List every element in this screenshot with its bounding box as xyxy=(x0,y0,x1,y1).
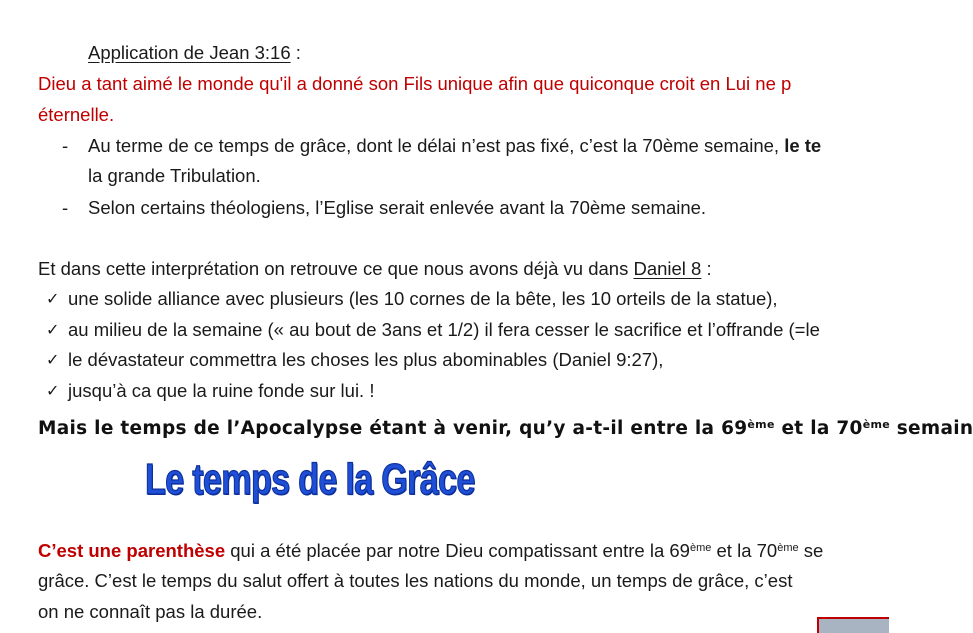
bullet-2-line-1: Selon certains théologiens, l’Eglise serait enlevée avant la 70ème semaine. xyxy=(88,197,707,218)
paragraph-text-3: se xyxy=(798,540,824,561)
application-suffix: : xyxy=(290,42,301,63)
verse-line-1: Dieu a tant aimé le monde qu'il a donné son Fils unique afin que quiconque croit en Lui ne p xyxy=(38,73,792,94)
paragraph-line-2: grâce. C’est le temps du salut offert à toutes les nations du monde, un temps de grâce, c’est xyxy=(38,570,793,591)
bullet-1-bold-text: le te xyxy=(784,135,822,156)
embedded-image-box xyxy=(817,617,889,633)
dash-bullet-icon: - xyxy=(62,197,69,218)
question-text-2: et la 70 xyxy=(774,418,863,439)
paragraph-text-2: et la 70 xyxy=(711,540,778,561)
checkmark-icon: ✓ xyxy=(46,350,60,369)
question-text-1: Mais le temps de l’Apocalypse étant à venir, qu’y a-t-il entre la 69 xyxy=(38,418,748,439)
bullet-1-line-1 xyxy=(88,134,821,158)
application-link[interactable]: Application de Jean 3:16 xyxy=(88,42,291,63)
checkmark-icon: ✓ xyxy=(46,320,60,339)
interpretation-prefix: Et dans cette interprétation on retrouve ce que nous avons déjà vu dans xyxy=(38,258,634,279)
paragraph-text-1: qui a été placée par notre Dieu compatissant entre la 69 xyxy=(225,540,690,561)
checklist-item: une solide alliance avec plusieurs (les 10 cornes de la bête, les 10 orteils de la statue), xyxy=(68,288,778,309)
verse-line-2: éternelle. xyxy=(38,104,115,125)
paragraph-sup-2: ème xyxy=(777,542,799,554)
bullet-1-line-2: la grande Tribulation. xyxy=(88,165,261,186)
dash-bullet-icon: - xyxy=(62,135,69,156)
grace-title: Le temps de la Grâce xyxy=(145,455,475,504)
paragraph-line-1 xyxy=(38,539,823,563)
checklist-item: jusqu’à ca que la ruine fonde sur lui. ! xyxy=(68,380,375,401)
paragraph-sup-1: ème xyxy=(689,542,712,554)
checklist-item: au milieu de la semaine (« au bout de 3ans et 1/2) il fera cesser le sacrifice et l’offrande (=le xyxy=(68,319,820,340)
interpretation-suffix: : xyxy=(701,258,712,279)
bullet-1-text: Au terme de ce temps de grâce, dont le délai n’est pas fixé, c’est la 70ème semaine, xyxy=(88,135,785,156)
daniel-8-link[interactable]: Daniel 8 xyxy=(633,258,702,279)
paragraph-line-3: on ne connaît pas la durée. xyxy=(38,601,263,622)
question-sup-2: ème xyxy=(862,418,890,431)
question-text-3: semain xyxy=(890,418,973,439)
question-heading xyxy=(38,417,973,441)
question-sup-1: ème xyxy=(747,418,775,431)
checkmark-icon: ✓ xyxy=(46,289,60,308)
application-heading xyxy=(88,41,301,65)
interpretation-line xyxy=(38,257,712,281)
checkmark-icon: ✓ xyxy=(46,381,60,400)
checklist-item: le dévastateur commettra les choses les plus abominables (Daniel 9:27), xyxy=(68,349,664,370)
parenthese-lead: C’est une parenthèse xyxy=(38,540,226,561)
